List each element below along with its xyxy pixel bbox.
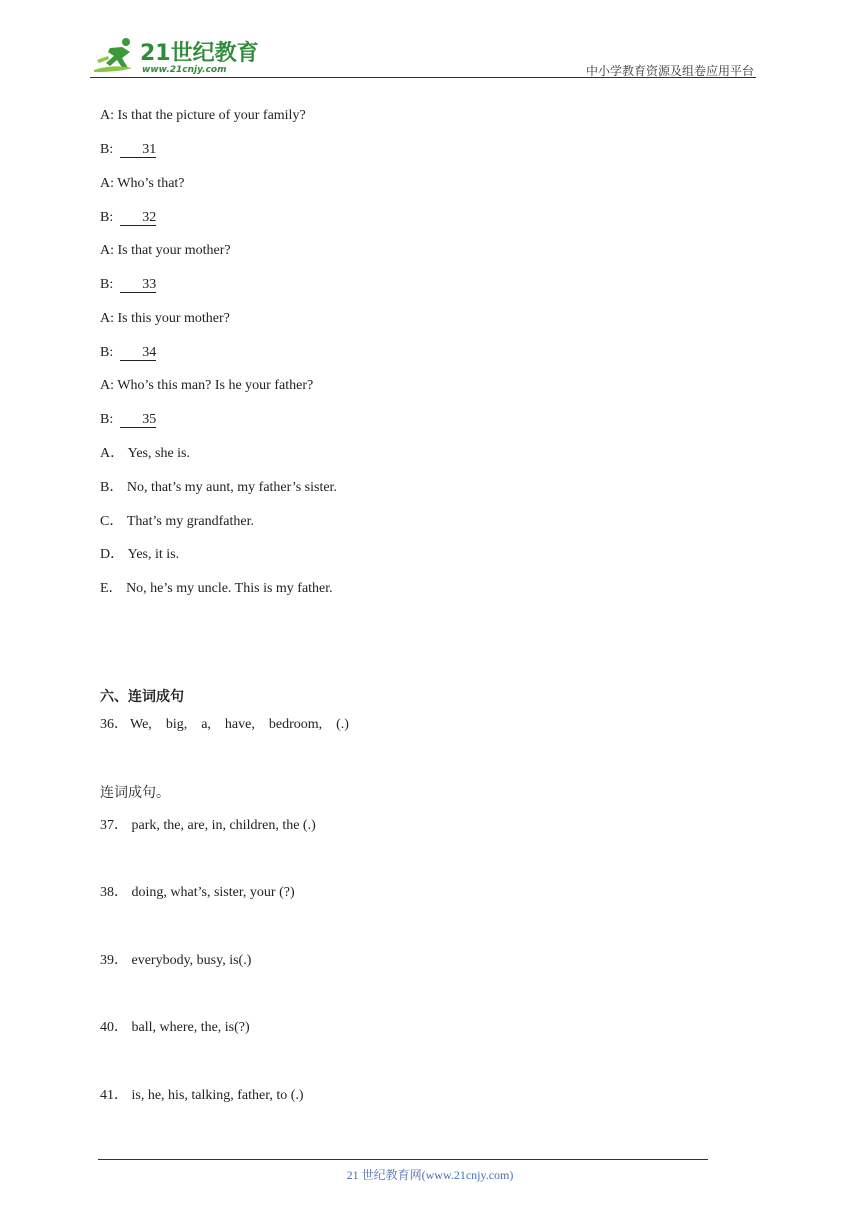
answer-blank[interactable]: 35: [120, 412, 156, 428]
footer-divider: [98, 1159, 708, 1160]
dialogue-line: A: Is that the picture of your family?: [100, 108, 306, 123]
answer-blank[interactable]: 31: [120, 142, 156, 158]
question-39: 39． everybody, busy, is(.): [100, 953, 252, 968]
header-platform-text: 中小学教育资源及组卷应用平台: [585, 64, 754, 78]
question-37: 37． park, the, are, in, children, the (.): [100, 818, 316, 833]
dialogue-line: B: 33: [100, 277, 157, 292]
option-e: E． No, he’s my uncle. This is my father.: [100, 581, 333, 596]
dialogue-line: B: 32: [100, 210, 157, 225]
footer-link[interactable]: 21 世纪教育网(www.21cnjy.com): [346, 1168, 514, 1182]
dialogue-line: B: 34: [100, 345, 157, 360]
header-divider: [90, 77, 756, 78]
section-title: 六、连词成句: [100, 689, 184, 705]
instruction-text: 连词成句。: [100, 785, 170, 801]
page-header: [90, 30, 756, 78]
site-logo: [92, 34, 262, 76]
dialogue-line: B: 31: [100, 142, 157, 157]
option-d: D． Yes, it is.: [100, 547, 180, 562]
dialogue-line: A: Is this your mother?: [100, 311, 230, 326]
dialogue-line: A: Who’s this man? Is he your father?: [100, 378, 314, 393]
answer-blank[interactable]: 33: [120, 277, 156, 293]
question-36: 36． We, big, a, have, bedroom, (.): [100, 717, 349, 732]
option-a: A． Yes, she is.: [100, 446, 190, 461]
dialogue-line: B: 35: [100, 412, 157, 427]
answer-blank[interactable]: 32: [120, 210, 156, 226]
question-41: 41． is, he, his, talking, father, to (.): [100, 1088, 304, 1103]
option-b: B． No, that’s my aunt, my father’s sister.: [100, 480, 337, 495]
dialogue-line: A: Who’s that?: [100, 176, 185, 191]
svg-text:21世纪教育: 21世纪教育: [140, 41, 259, 66]
option-c: C． That’s my grandfather.: [100, 514, 254, 529]
question-40: 40． ball, where, the, is(?): [100, 1020, 250, 1035]
svg-text:www.21cnjy.com: www.21cnjy.com: [142, 65, 227, 75]
question-38: 38． doing, what’s, sister, your (?): [100, 885, 295, 900]
answer-blank[interactable]: 34: [120, 345, 156, 361]
dialogue-line: A: Is that your mother?: [100, 243, 231, 258]
